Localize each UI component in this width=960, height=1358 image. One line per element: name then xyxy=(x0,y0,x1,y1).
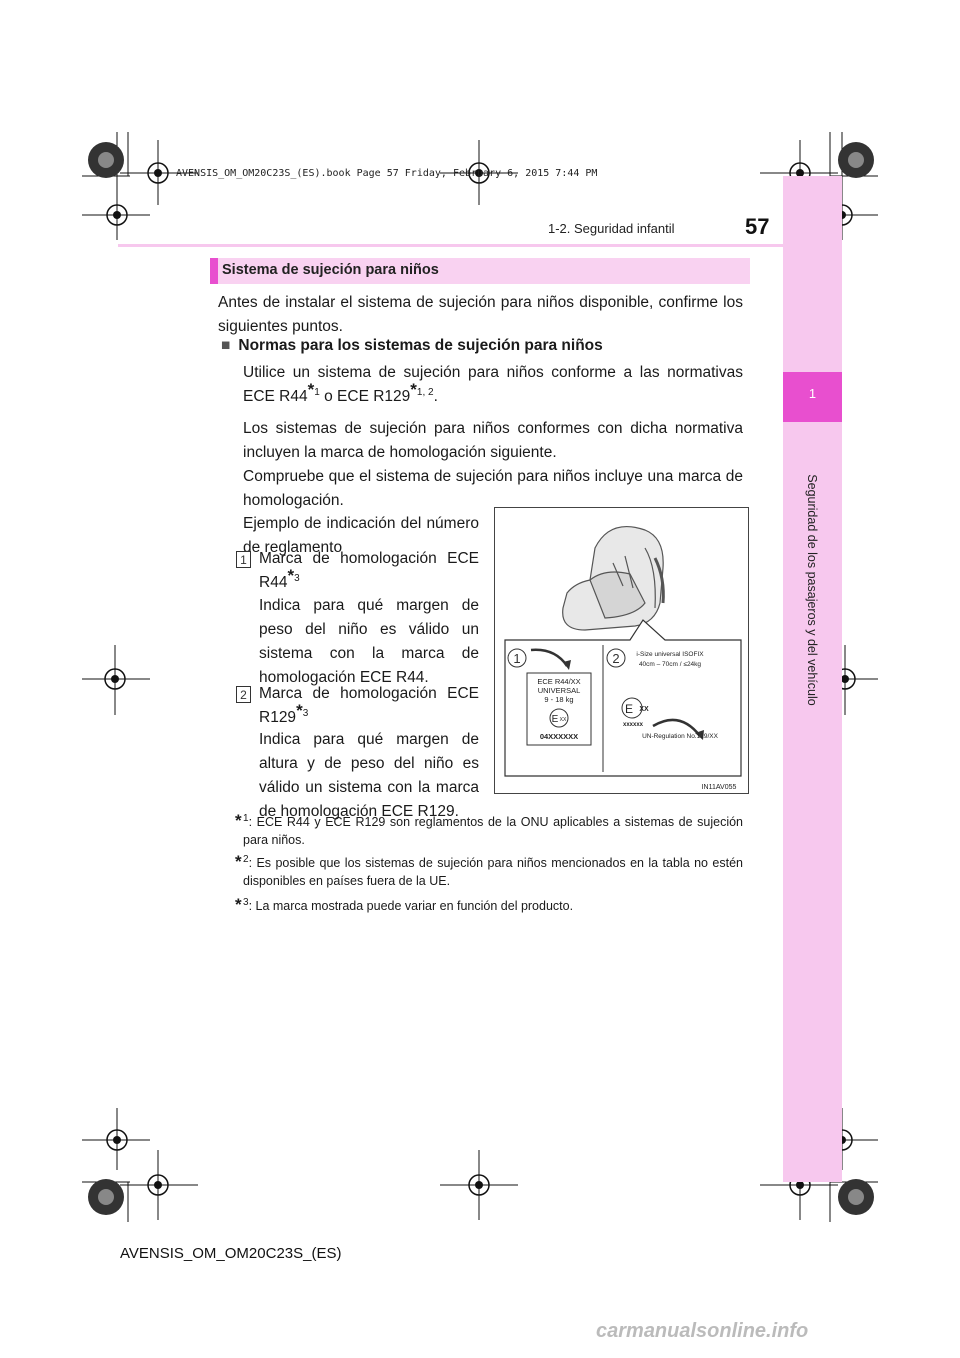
footnote-3-ref: 3 xyxy=(243,896,249,908)
footnote-1-text: : ECE R44 y ECE R129 son reglamentos de la ONU aplicables a sistemas de sujeción para niños. xyxy=(243,815,743,847)
approval-mark-figure xyxy=(494,507,749,794)
paragraph-2: Los sistemas de sujeción para niños conformes con dicha normativa incluyen la marca de homologación siguiente. xyxy=(243,420,743,461)
item-1 xyxy=(259,547,479,595)
footnote-3 xyxy=(235,895,743,915)
header-rule xyxy=(118,244,783,247)
item-2 xyxy=(259,682,479,730)
r44-code: 04XXXXXX xyxy=(539,732,579,741)
intro-paragraph: Antes de instalar el sistema de sujeción para niños disponible, confirme los siguientes puntos. xyxy=(218,294,743,335)
footnote-star: * xyxy=(235,811,242,830)
r44-emark: E xyxy=(551,714,559,725)
r44-line-1: ECE R44/XX xyxy=(537,677,581,686)
footnote-1-ref: 1 xyxy=(243,812,249,824)
footnote-3-text: : La marca mostrada puede variar en función del producto. xyxy=(248,899,574,913)
paragraph-1 xyxy=(243,361,743,409)
subheading xyxy=(221,337,603,355)
page-number: 57 xyxy=(745,214,770,239)
r129-code: xxxxxx xyxy=(622,722,644,728)
item-number-2: 2 xyxy=(236,686,251,703)
footnote-2-ref: 2 xyxy=(243,853,249,865)
item-1-title: Marca de homologación ECE R44 xyxy=(259,550,479,591)
chapter-title: Seguridad de los pasajeros y del vehículo xyxy=(805,474,819,706)
footnote-star: * xyxy=(307,379,315,399)
r129-line-1: i-Size universal ISOFIX xyxy=(636,651,704,658)
footnote-1 xyxy=(235,811,743,849)
footnote-star: * xyxy=(235,852,242,871)
chapter-number: 1 xyxy=(808,386,817,401)
footnote-2 xyxy=(235,852,743,890)
item-number-1: 1 xyxy=(236,551,251,568)
r44-line-3: 9 - 18 kg xyxy=(544,695,574,704)
footnote-star: * xyxy=(296,700,303,720)
paragraph-4: Ejemplo de indicación del número de reglamento xyxy=(243,515,479,556)
book-info-line: AVENSIS_OM_OM20C23S_(ES).book Page 57 Friday, February 6, 2015 7:44 PM xyxy=(176,168,598,179)
footnote-2-text: : Es posible que los sistemas de sujeción para niños mencionados en la tabla no estén disponibles en países fuera de la UE. xyxy=(243,856,743,888)
watermark: carmanualsonline.info xyxy=(596,1320,809,1342)
paragraph-1-text-b: o ECE R129 xyxy=(319,388,411,405)
r129-emark: E xyxy=(624,702,634,716)
subheading-text: Normas para los sistemas de sujeción para niños xyxy=(238,337,603,354)
section-heading: Sistema de sujeción para niños xyxy=(222,262,439,278)
paragraph-3: Compruebe que el sistema de sujeción para niños incluye una marca de homologación. xyxy=(243,468,743,509)
r129-regulation: UN-Regulation No.129/XX xyxy=(642,733,718,740)
footnote-star: * xyxy=(235,895,242,914)
figure-code: IN11AV055 xyxy=(701,784,737,791)
footnote-ref: 3 xyxy=(302,707,309,719)
footnote-ref: 1, 2 xyxy=(416,386,434,398)
paragraph-1-text-a: Utilice un sistema de sujeción para niños conforme a las normativas ECE R44 xyxy=(243,364,743,405)
r44-emark-sub: XX xyxy=(559,717,567,723)
callout-1-label: 1 xyxy=(513,651,521,666)
figure-illustration xyxy=(495,508,748,793)
r44-line-2: UNIVERSAL xyxy=(537,686,581,695)
section-title: 1-2. Seguridad infantil xyxy=(548,221,675,236)
footnote-star: * xyxy=(287,565,295,585)
child-seat-icon xyxy=(563,527,664,630)
r129-line-2: 40cm – 70cm / ≤24kg xyxy=(638,661,702,668)
r129-emark-sub: XX xyxy=(639,706,649,713)
footnote-ref: 3 xyxy=(294,572,300,584)
subheading-bullet: ■ xyxy=(221,337,231,354)
paragraph-1-text-c: . xyxy=(433,388,438,405)
item-1-description: Indica para qué margen de peso del niño es válido un sistema con la marca de homologación ECE R44. xyxy=(259,597,479,686)
item-2-title: Marca de homologación ECE R129 xyxy=(259,685,479,726)
footnote-ref: 1 xyxy=(314,386,320,398)
footnote-star: * xyxy=(410,379,417,399)
callout-2-label: 2 xyxy=(612,651,620,666)
item-2-description: Indica para qué margen de altura y de peso del niño es válido un sistema con la marca de homologación ECE R129. xyxy=(259,731,479,820)
footer-document-code: AVENSIS_OM_OM20C23S_(ES) xyxy=(120,1245,342,1262)
